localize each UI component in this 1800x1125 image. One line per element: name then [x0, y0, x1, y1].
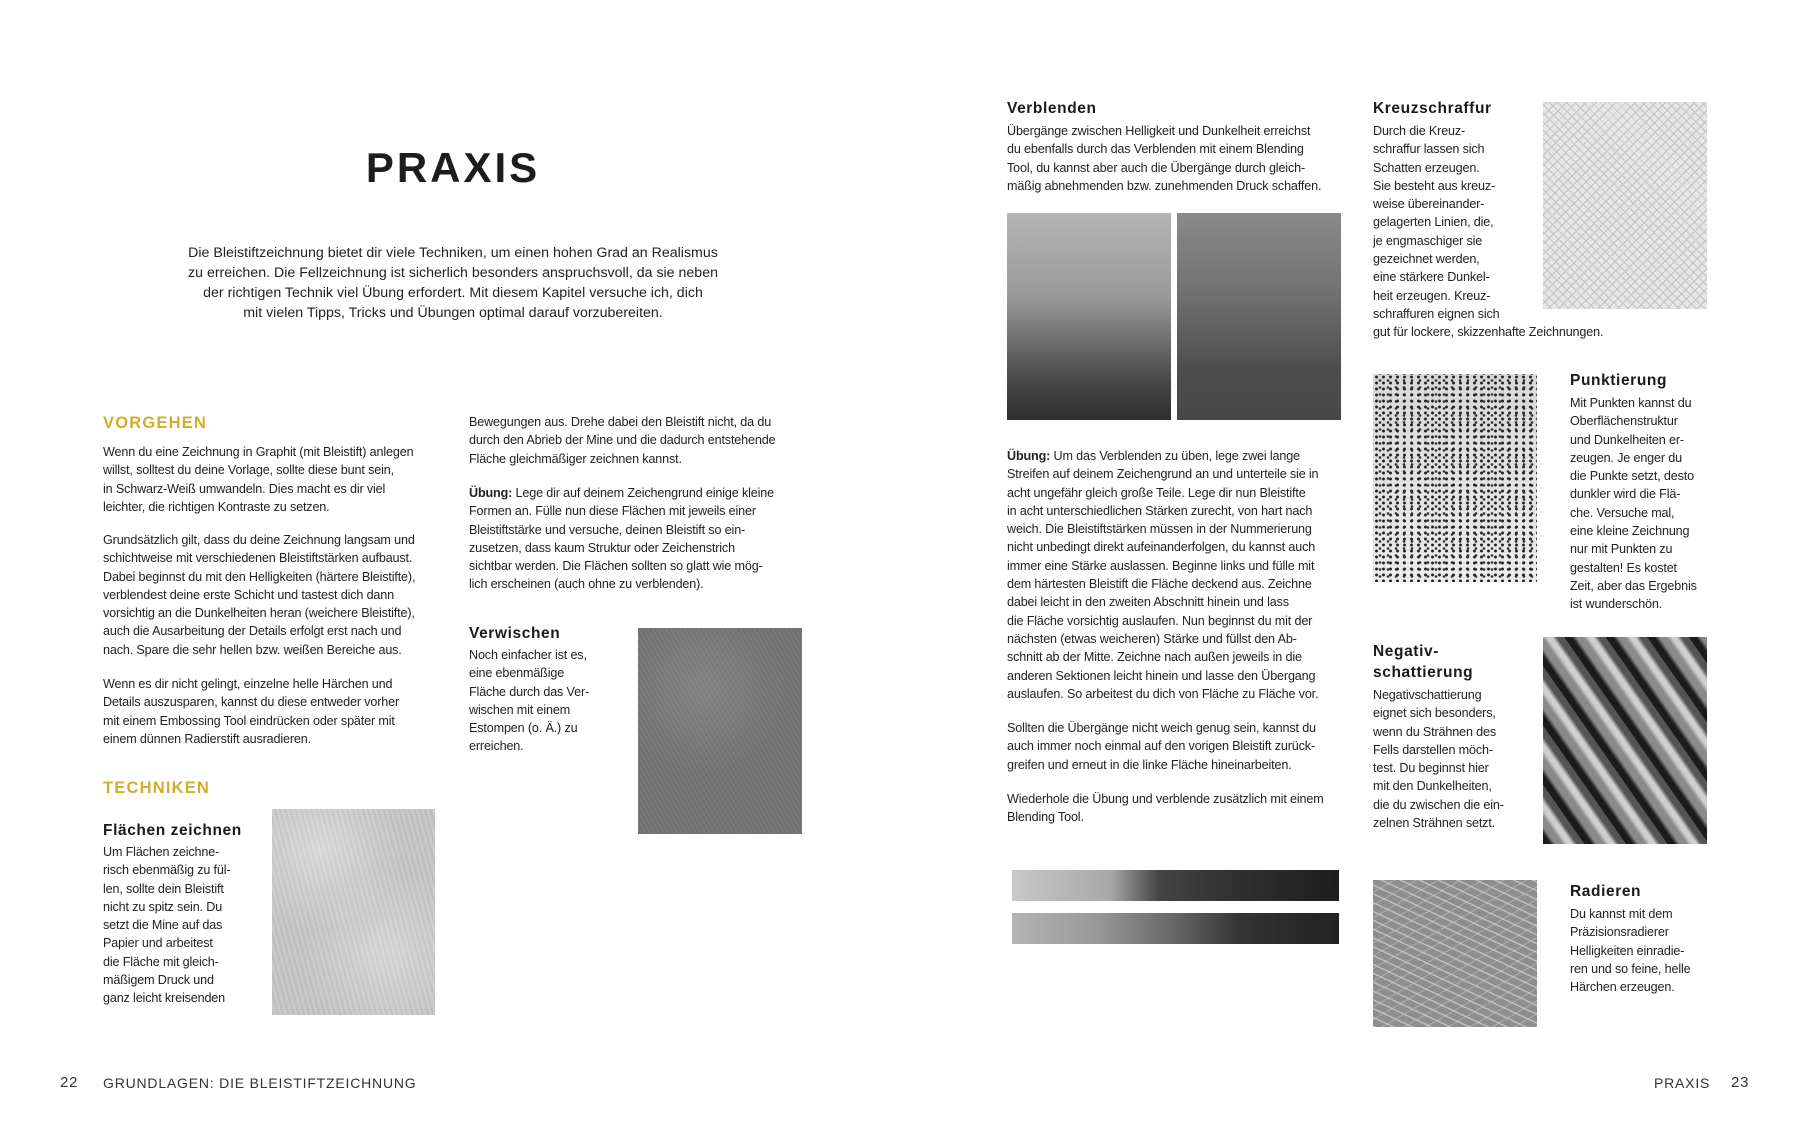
section-heading-techniken: TECHNIKEN	[103, 779, 211, 797]
radieren-text: Du kannst mit dem Präzisionsradierer Helligkeiten einradie- ren und so feine, helle Härchen erzeugen.	[1570, 907, 1691, 995]
punktierung-sample-image	[1373, 374, 1537, 582]
verwischen-heading: Verwischen	[469, 625, 561, 642]
negativ-sample-image	[1543, 637, 1707, 844]
section-heading-vorgehen: VORGEHEN	[103, 414, 208, 432]
flaechen-heading: Flächen zeichnen	[103, 822, 242, 839]
page-title: PRAXIS	[365, 144, 541, 191]
intro-paragraph: Die Bleistiftzeichnung bietet dir viele Techniken, um einen hohen Grad an Realismus zu erreichen. Die Fellzeichnung ist sicherlich besonders anspruchsvoll, da sie neben der richtigen Technik viel Übung erfordert. Mit diesem Kapitel versuche ich, dich mit vielen Tipps, Tricks und Übungen optimal darauf vorzubereiten.	[188, 245, 718, 321]
col2-uebung	[469, 484, 774, 594]
blending-strip-2	[1012, 913, 1339, 944]
vorgehen-paragraph-3: Wenn es dir nicht gelingt, einzelne helle Härchen und Details auszusparen, kannst du diese entweder vorher mit einem Embossing Tool eindrücken oder später mit einem dünnen Radierstift ausradieren.	[103, 677, 400, 746]
flaechen-text: Um Flächen zeichne- risch ebenmäßig zu fül- len, sollte dein Bleistift nicht zu spitz sein. Du setzt die Mine auf das Papier und arbeitest die Fläche mit gleich- mäßigem Druck und ganz leicht kreisenden	[103, 845, 231, 1006]
negativ-text: Negativschattierung eignet sich besonders, wenn du Strähnen des Fells darstellen möch- test. Du beginnst hier mit den Dunkelheiten, die du zwischen die ein- zelnen Strähnen setzt.	[1373, 688, 1504, 831]
uebung-label: Übung:	[1007, 449, 1051, 463]
running-head-right: PRAXIS	[1654, 1075, 1711, 1091]
uebung-text: Um das Verblenden zu üben, lege zwei lange Streifen auf deinem Zeichengrund an und unterteile sie in acht ungefähr gleich große Teile. Lege dir nun Bleistifte in acht unterschiedlichen Stärken zurecht, von hart nach weich. Die Bleistiftstärken müssen in der Nummerierung nicht unbedingt direkt aufeinanderfolgen, du kannst auch immer eine Stärke auslassen. Beginne links und fülle mit dem härtesten Bleistift die Fläche deckend aus. Zeichne dabei leicht in den zweiten Abschnitt hinein und lass die Fläche vorsichtig auslaufen. Nun beginnst du mit der nächsten (etwas weicheren) Stärke und füllst den Ab- schnitt ab der Mitte. Zeichne nach außen jeweils in die anderen Sektionen leicht hinein und lasse den Übergang auslaufen. So arbeitest du dich von Fläche zu Fläche vor.	[1007, 449, 1319, 701]
verblenden-sample-image-2	[1177, 213, 1341, 420]
verblenden-text: Übergänge zwischen Helligkeit und Dunkelheit erreichst du ebenfalls durch das Verblenden mit einem Blending Tool, du kannst aber auch die Übergänge durch gleich- mäßig abnehmenden bzw. zunehmenden Druck schaffen.	[1007, 124, 1322, 193]
verwischen-text: Noch einfacher ist es, eine ebenmäßige Fläche durch das Ver- wischen mit einem Estompen (o. Ä.) zu erreichen.	[469, 648, 590, 754]
vorgehen-paragraph-2: Grundsätzlich gilt, dass du deine Zeichnung langsam und schichtweise mit verschiedenen Bleistiftstärken aufbaust. Dabei beginnst du mit den Helligkeiten (härtere Bleistifte), verblendest deine erste Schicht und tastest dich dann vorsichtig an die Dunkelheiten heran (weichere Bleistifte), auch die Ausarbeitung der Details erfolgt erst nach und nach. Spare die sehr hellen bzw. weißen Bereiche aus.	[103, 533, 416, 657]
verblenden-uebung	[1007, 447, 1318, 703]
running-head-left: GRUNDLAGEN: DIE BLEISTIFTZEICHNUNG	[103, 1075, 417, 1091]
verwischen-sample-image	[638, 628, 802, 834]
flaechen-sample-image	[272, 809, 435, 1015]
verblenden-paragraph-2: Sollten die Übergänge nicht weich genug sein, kannst du auch immer noch einmal auf den vorigen Bleistift zurück- greifen und erneut in die linke Fläche hineinarbeiten.	[1007, 721, 1316, 772]
kreuzschraffur-heading: Kreuzschraffur	[1373, 100, 1492, 117]
blending-strip-1	[1012, 870, 1339, 901]
verblenden-sample-image-1	[1007, 213, 1171, 420]
uebung-text: Lege dir auf deinem Zeichengrund einige kleine Formen an. Fülle nun diese Flächen mit jeweils einer Bleistiftstärke und versuche, deinen Bleistift so ein- zusetzen, dass kaum Struktur oder Zeichenstrich sichtbar werden. Die Flächen sollten so glatt wie mög- lich erscheinen (auch ohne zu verblenden).	[469, 486, 774, 592]
kreuzschraffur-text: Durch die Kreuz- schraffur lassen sich Schatten erzeugen. Sie besteht aus kreuz- weise übereinander- gelagerten Linien, die, je engmaschiger sie gezeichnet werden, eine stärkere Dunkel- heit erzeugen. Kreuz- schraffuren eignen sich gut für lockere, skizzenhafte Zeichnungen.	[1373, 124, 1604, 340]
punktierung-text: Mit Punkten kannst du Oberflächenstruktur und Dunkelheiten er- zeugen. Je enger du die Punkte setzt, desto dunkler wird die Flä- che. Versuche mal, eine kleine Zeichnung nur mit Punkten zu gestalten! Es kostet Zeit, aber das Ergebnis ist wunderschön.	[1570, 396, 1697, 612]
page-number-left: 22	[60, 1074, 79, 1091]
kreuzschraffur-sample-image	[1543, 102, 1707, 309]
verblenden-heading: Verblenden	[1007, 100, 1097, 117]
vorgehen-paragraph-1: Wenn du eine Zeichnung in Graphit (mit Bleistift) anlegen willst, solltest du deine Vorlage, sollte diese bunt sein, in Schwarz-Weiß umwandeln. Dies macht es dir viel leichter, die richtigen Kontraste zu setzen.	[103, 445, 414, 514]
page-number-right: 23	[1731, 1074, 1750, 1091]
radieren-heading: Radieren	[1570, 883, 1642, 900]
radieren-sample-image	[1373, 880, 1537, 1027]
punktierung-heading: Punktierung	[1570, 372, 1668, 389]
negativ-heading: Negativ- schattierung	[1373, 643, 1474, 681]
col2-paragraph-1: Bewegungen aus. Drehe dabei den Bleistift nicht, da du durch den Abrieb der Mine und die dadurch entstehende Fläche gleichmäßiger zeichnen kannst.	[469, 415, 776, 466]
uebung-label: Übung:	[469, 486, 513, 500]
verblenden-paragraph-3: Wiederhole die Übung und verblende zusätzlich mit einem Blending Tool.	[1007, 792, 1324, 825]
